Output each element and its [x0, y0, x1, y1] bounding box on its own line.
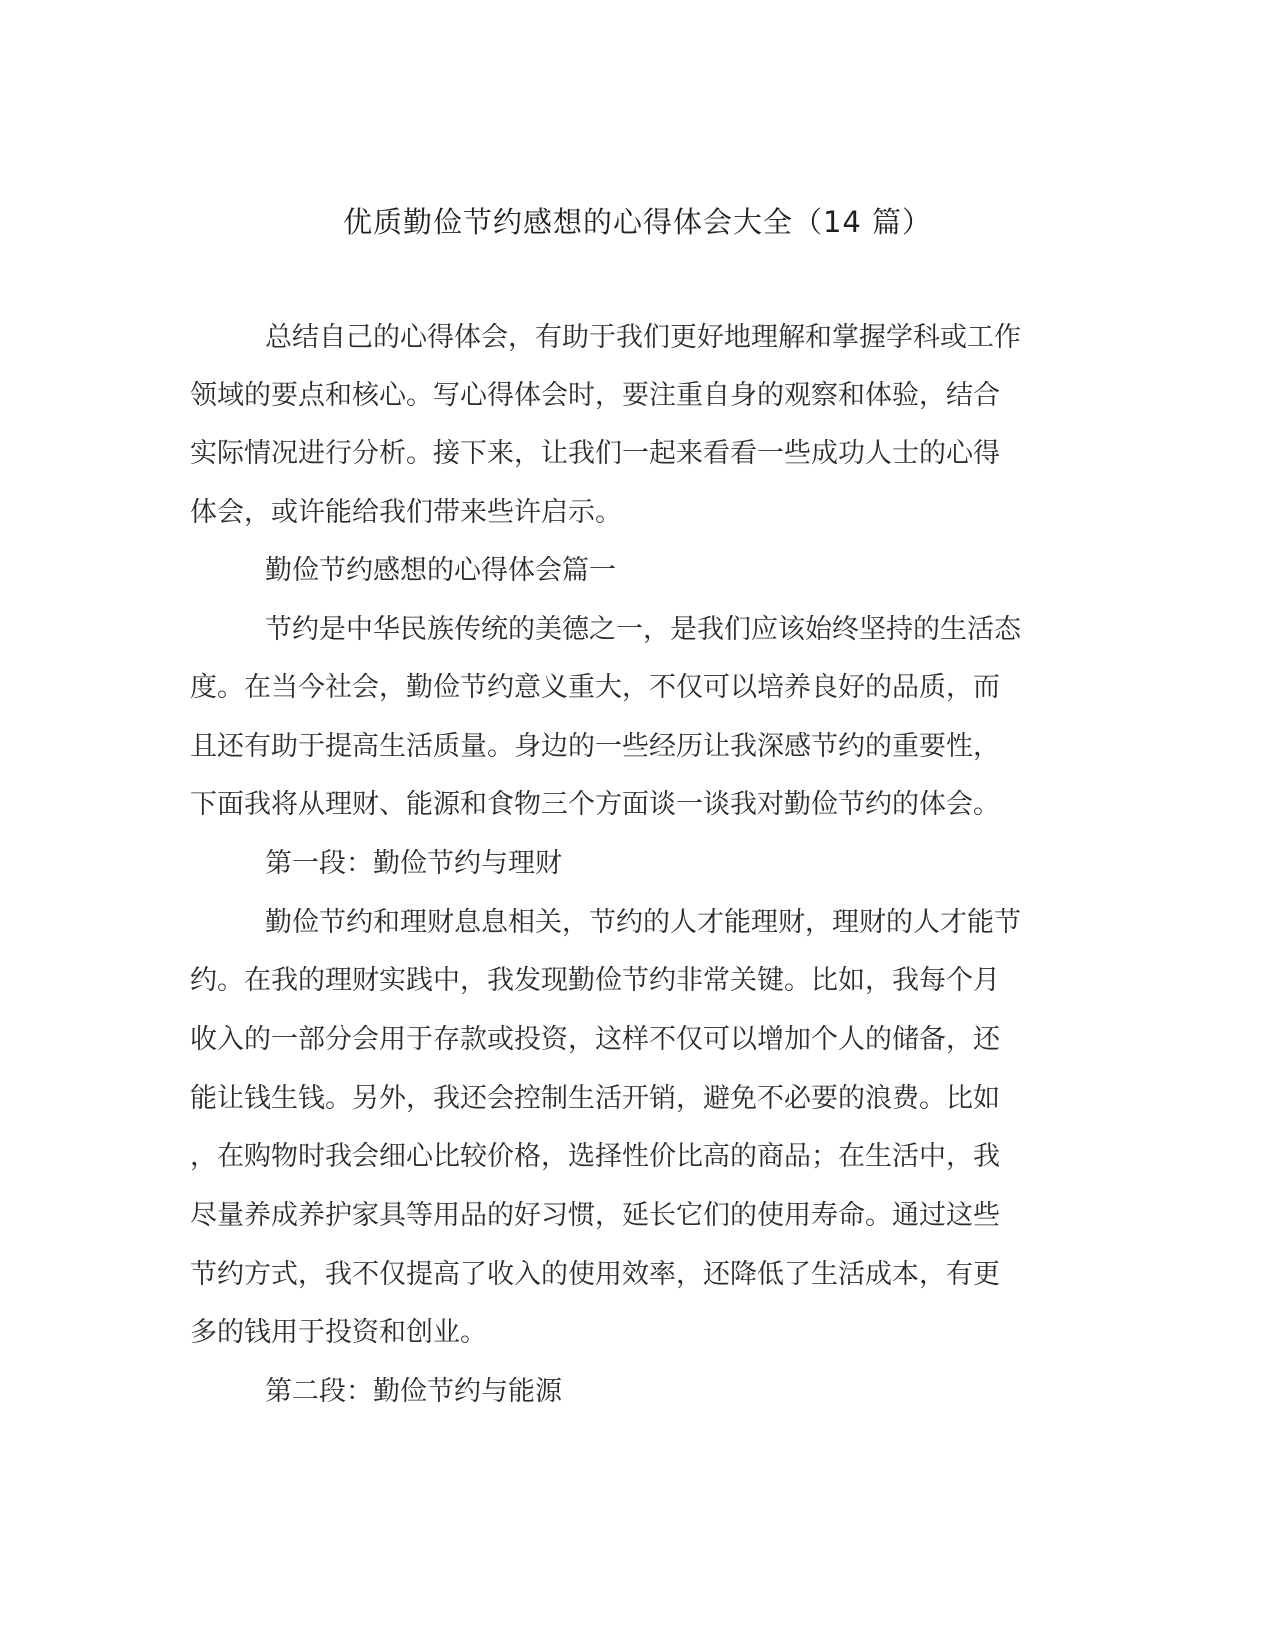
- paragraph-heading-1: 第一段：勤俭节约与理财: [265, 848, 562, 879]
- body-line-5: 勤俭节约和理财息息相关，节约的人才能理财，理财的人才能节: [265, 907, 1021, 938]
- body-line-11: 节约方式，我不仅提高了收入的使用效率，还降低了生活成本，有更: [190, 1259, 1000, 1290]
- intro-line-2: 领域的要点和核心。写心得体会时，要注重自身的观察和体验，结合: [190, 380, 1000, 411]
- body-line-7: 收入的一部分会用于存款或投资，这样不仅可以增加个人的储备，还: [190, 1024, 1000, 1055]
- body-line-9: ，在购物时我会细心比较价格，选择性价比高的商品；在生活中，我: [190, 1141, 1000, 1172]
- body-line-1: 节约是中华民族传统的美德之一，是我们应该始终坚持的生活态: [265, 614, 1021, 645]
- body-line-8: 能让钱生钱。另外，我还会控制生活开销，避免不必要的浪费。比如: [190, 1083, 1000, 1114]
- body-line-4: 下面我将从理财、能源和食物三个方面谈一谈我对勤俭节约的体会。: [190, 789, 1000, 820]
- body-line-2: 度。在当今社会，勤俭节约意义重大，不仅可以培养良好的品质，而: [190, 672, 1000, 703]
- document-title: 优质勤俭节约感想的心得体会大全（14 篇）: [342, 205, 933, 239]
- intro-line-3: 实际情况进行分析。接下来，让我们一起来看看一些成功人士的心得: [190, 438, 1000, 469]
- body-line-3: 且还有助于提高生活质量。身边的一些经历让我深感节约的重要性，: [190, 731, 1000, 762]
- intro-line-4: 体会，或许能给我们带来些许启示。: [190, 497, 622, 528]
- body-line-12: 多的钱用于投资和创业。: [190, 1317, 487, 1348]
- section-heading-1: 勤俭节约感想的心得体会篇一: [265, 555, 616, 586]
- body-line-6: 约。在我的理财实践中，我发现勤俭节约非常关键。比如，我每个月: [190, 965, 1000, 996]
- body-line-10: 尽量养成养护家具等用品的好习惯，延长它们的使用寿命。通过这些: [190, 1200, 1000, 1231]
- paragraph-heading-2: 第二段：勤俭节约与能源: [265, 1376, 562, 1407]
- intro-line-1: 总结自己的心得体会，有助于我们更好地理解和掌握学科或工作: [265, 322, 1021, 353]
